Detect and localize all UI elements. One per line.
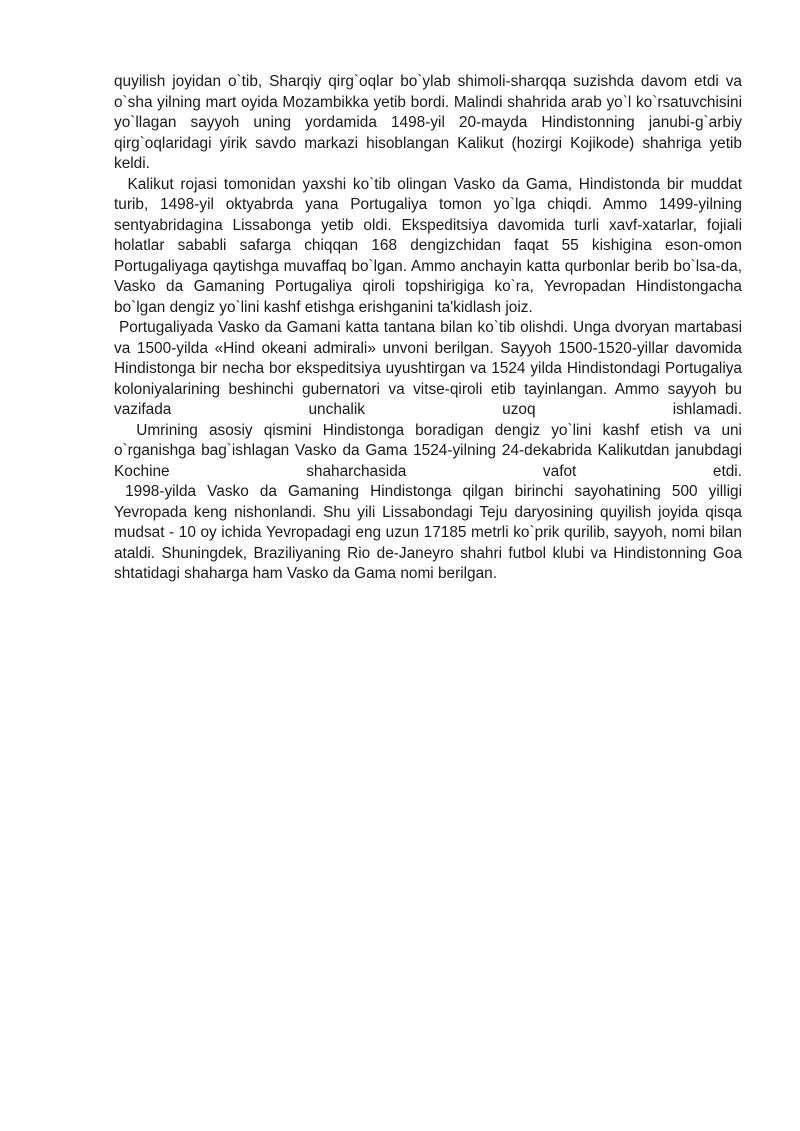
paragraph-3: Portugaliyada Vasko da Gamani katta tantana bilan ko`tib olishdi. Unga dvoryan martabasi va 1500-yilda «Hind okeani admirali» unvoni berilgan. Sayyoh 1500-1520-yillar davomida Hindistonga bir necha bor ekspeditsiya uyushtirgan va 1524 yilda Hindistondagi Portugaliya koloniyalarining beshinchi gubernatori va vitse-qiroli etib tayinlangan. Ammo sayyoh bu vazifada unchalik uzoq ishlamadi. [114,319,747,418]
paragraph-4: Umrining asosiy qismini Hindistonga boradigan dengiz yo`lini kashf etish va uni o`rganishga bag`ishlagan Vasko da Gama 1524-yilning 24-dekabrida Kalikutdan janubdagi Kochine shaharchasida vafot etdi. [114,421,747,480]
paragraph-5: 1998-yilda Vasko da Gamaning Hindistonga qilgan birinchi sayohatining 500 yilligi Yevropada keng nishonlandi. Shu yili Lissabondagi Teju daryosining quyilish joyida qisqa mudsat - 10 oy ichida Yevropadagi eng uzun 17185 metrli ko`prik qurilib, sayyoh, nomi bilan ataldi. Shuningdek, Braziliyaning Rio de-Janeyro shahri futbol klubi va Hindistonning Goa shtatidagi shaharga ham Vasko da Gama nomi berilgan. [114,483,747,582]
document-page [114,72,747,585]
paragraph-1: quyilish joyidan o`tib, Sharqiy qirg`oqlar bo`ylab shimoli-sharqqa suzishda davom etdi va o`sha yilning mart oyida Mozambikka yetib bordi. Malindi shahrida arab yo`l ko`rsatuvchisini yo`llagan sayyoh uning yordamida 1498-yil 20-mayda Hindistonning janubi-g`arbiy qirg`oqlaridagi yirik savdo markazi hisoblangan Kalikut (hozirgi Kojikode) shahriga yetib keldi. [114,73,742,172]
paragraph-2: Kalikut rojasi tomonidan yaxshi ko`tib olingan Vasko da Gama, Hindistonda bir muddat turib, 1498-yil oktyabrda yana Portugaliya tomon yo`lga chiqdi. Ammo 1499-yilning sentyabridagina Lissabonga yetib oldi. Ekspeditsiya davomida turli xavf-xatarlar, fojiali holatlar sababli safarga chiqqan 168 dengizchidan faqat 55 kishigina eson-omon Portugaliyaga qaytishga muvaffaq bo`lgan. Ammo anchayin katta qurbonlar berib bo`lsa-da, Vasko da Gamaning Portugaliya qiroli topshirigiga ko`ra, Yevropadan Hindistongacha bo`lgan dengiz yo`lini kashf etishga erishganini ta'kidlash joiz. [114,175,747,316]
